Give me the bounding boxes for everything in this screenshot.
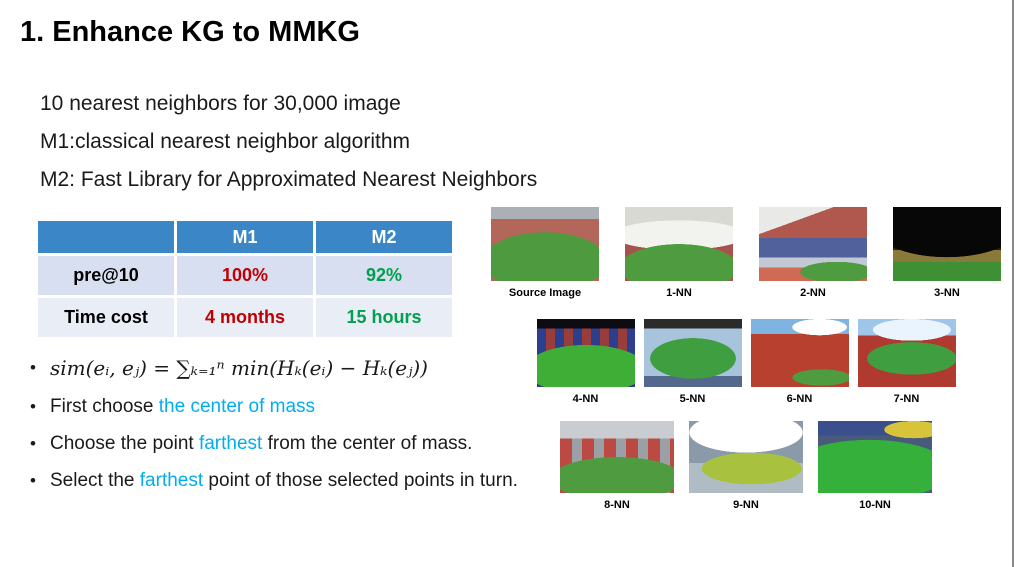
- nn5-label: 5-NN: [679, 393, 706, 405]
- intro-line-2: M1:classical nearest neighbor algorithm: [40, 130, 411, 153]
- gallery-item: [858, 319, 956, 405]
- nn9-label: 9-NN: [733, 499, 759, 511]
- nn4-label: 4-NN: [572, 393, 599, 405]
- table-header-row: [38, 221, 452, 253]
- bullet-select-farthest: [28, 469, 533, 493]
- comparison-table: [35, 218, 455, 340]
- nn2-stadium-image: [759, 207, 867, 281]
- nn3-stadium-image: [893, 207, 1001, 281]
- gallery-item: [689, 421, 803, 511]
- bullet-formula: [28, 356, 533, 382]
- nn7-stadium-image: [858, 319, 956, 387]
- bullet-text: point of those selected points in turn.: [203, 470, 518, 491]
- similarity-formula: sim(eᵢ, eⱼ) = ∑ₖ₌₁ⁿ min(Hₖ(eᵢ) − Hₖ(eⱼ)): [50, 356, 428, 380]
- nn8-label: 8-NN: [604, 499, 630, 511]
- nn2-label: 2-NN: [800, 287, 826, 299]
- gallery-item: [751, 319, 849, 405]
- bullet-text: Select the: [50, 470, 140, 491]
- gallery-row-3: [480, 421, 1012, 511]
- gallery-item: [560, 421, 674, 511]
- table-header-m2: M2: [316, 221, 452, 253]
- gallery-row-2: [480, 319, 1012, 405]
- nn6-label: 6-NN: [786, 393, 813, 405]
- bullet-text: First choose: [50, 396, 159, 417]
- nn3-label: 3-NN: [934, 287, 960, 299]
- nn1-stadium-image: [625, 207, 733, 281]
- highlighted-text: farthest: [198, 433, 263, 454]
- nn1-label: 1-NN: [666, 287, 692, 299]
- bullet-text: from the center of mass.: [262, 433, 473, 454]
- slide-right-edge-line: [1012, 0, 1014, 567]
- bullet-text: Choose the point: [50, 433, 199, 454]
- table-header-empty: [38, 221, 174, 253]
- row-label-pre10: pre@10: [38, 256, 174, 295]
- gallery-item: [644, 319, 742, 405]
- gallery-item: [537, 319, 635, 405]
- nn5-stadium-image: [644, 319, 742, 387]
- table-header-m1: M1: [177, 221, 313, 253]
- timecost-m1-value: 4 months: [177, 298, 313, 337]
- row-label-timecost: Time cost: [38, 298, 174, 337]
- gallery-row-1: [480, 207, 1012, 299]
- bullet-center-of-mass: [28, 395, 533, 419]
- source-image-label: Source Image: [508, 287, 582, 299]
- nn10-stadium-image: [818, 421, 932, 493]
- gallery-item: [818, 421, 932, 511]
- nearest-neighbor-gallery: [480, 207, 1012, 511]
- nn8-stadium-image: [560, 421, 674, 493]
- gallery-item: [625, 207, 733, 299]
- pre10-m2-value: 92%: [316, 256, 452, 295]
- timecost-m2-value: 15 hours: [316, 298, 452, 337]
- nn6-stadium-image: [751, 319, 849, 387]
- gallery-item: [893, 207, 1001, 299]
- bullet-list: [28, 356, 533, 506]
- pre10-m1-value: 100%: [177, 256, 313, 295]
- intro-line-3: M2: Fast Library for Approximated Nearest Neighbors: [40, 168, 538, 191]
- intro-line-1: 10 nearest neighbors for 30,000 image: [40, 92, 401, 115]
- intro-text-block: [40, 92, 560, 206]
- gallery-item: [759, 207, 867, 299]
- nn9-stadium-image: [689, 421, 803, 493]
- table-row-timecost: [38, 298, 452, 337]
- slide-title: 1. Enhance KG to MMKG: [20, 16, 360, 48]
- highlighted-text: farthest: [139, 470, 204, 491]
- gallery-item: [491, 207, 599, 299]
- nn7-label: 7-NN: [893, 393, 920, 405]
- nn4-stadium-image: [537, 319, 635, 387]
- bullet-farthest-point: [28, 432, 533, 456]
- nn10-label: 10-NN: [859, 499, 891, 511]
- source-stadium-image: [491, 207, 599, 281]
- highlighted-text: the center of mass: [158, 396, 316, 417]
- table-row-pre10: [38, 256, 452, 295]
